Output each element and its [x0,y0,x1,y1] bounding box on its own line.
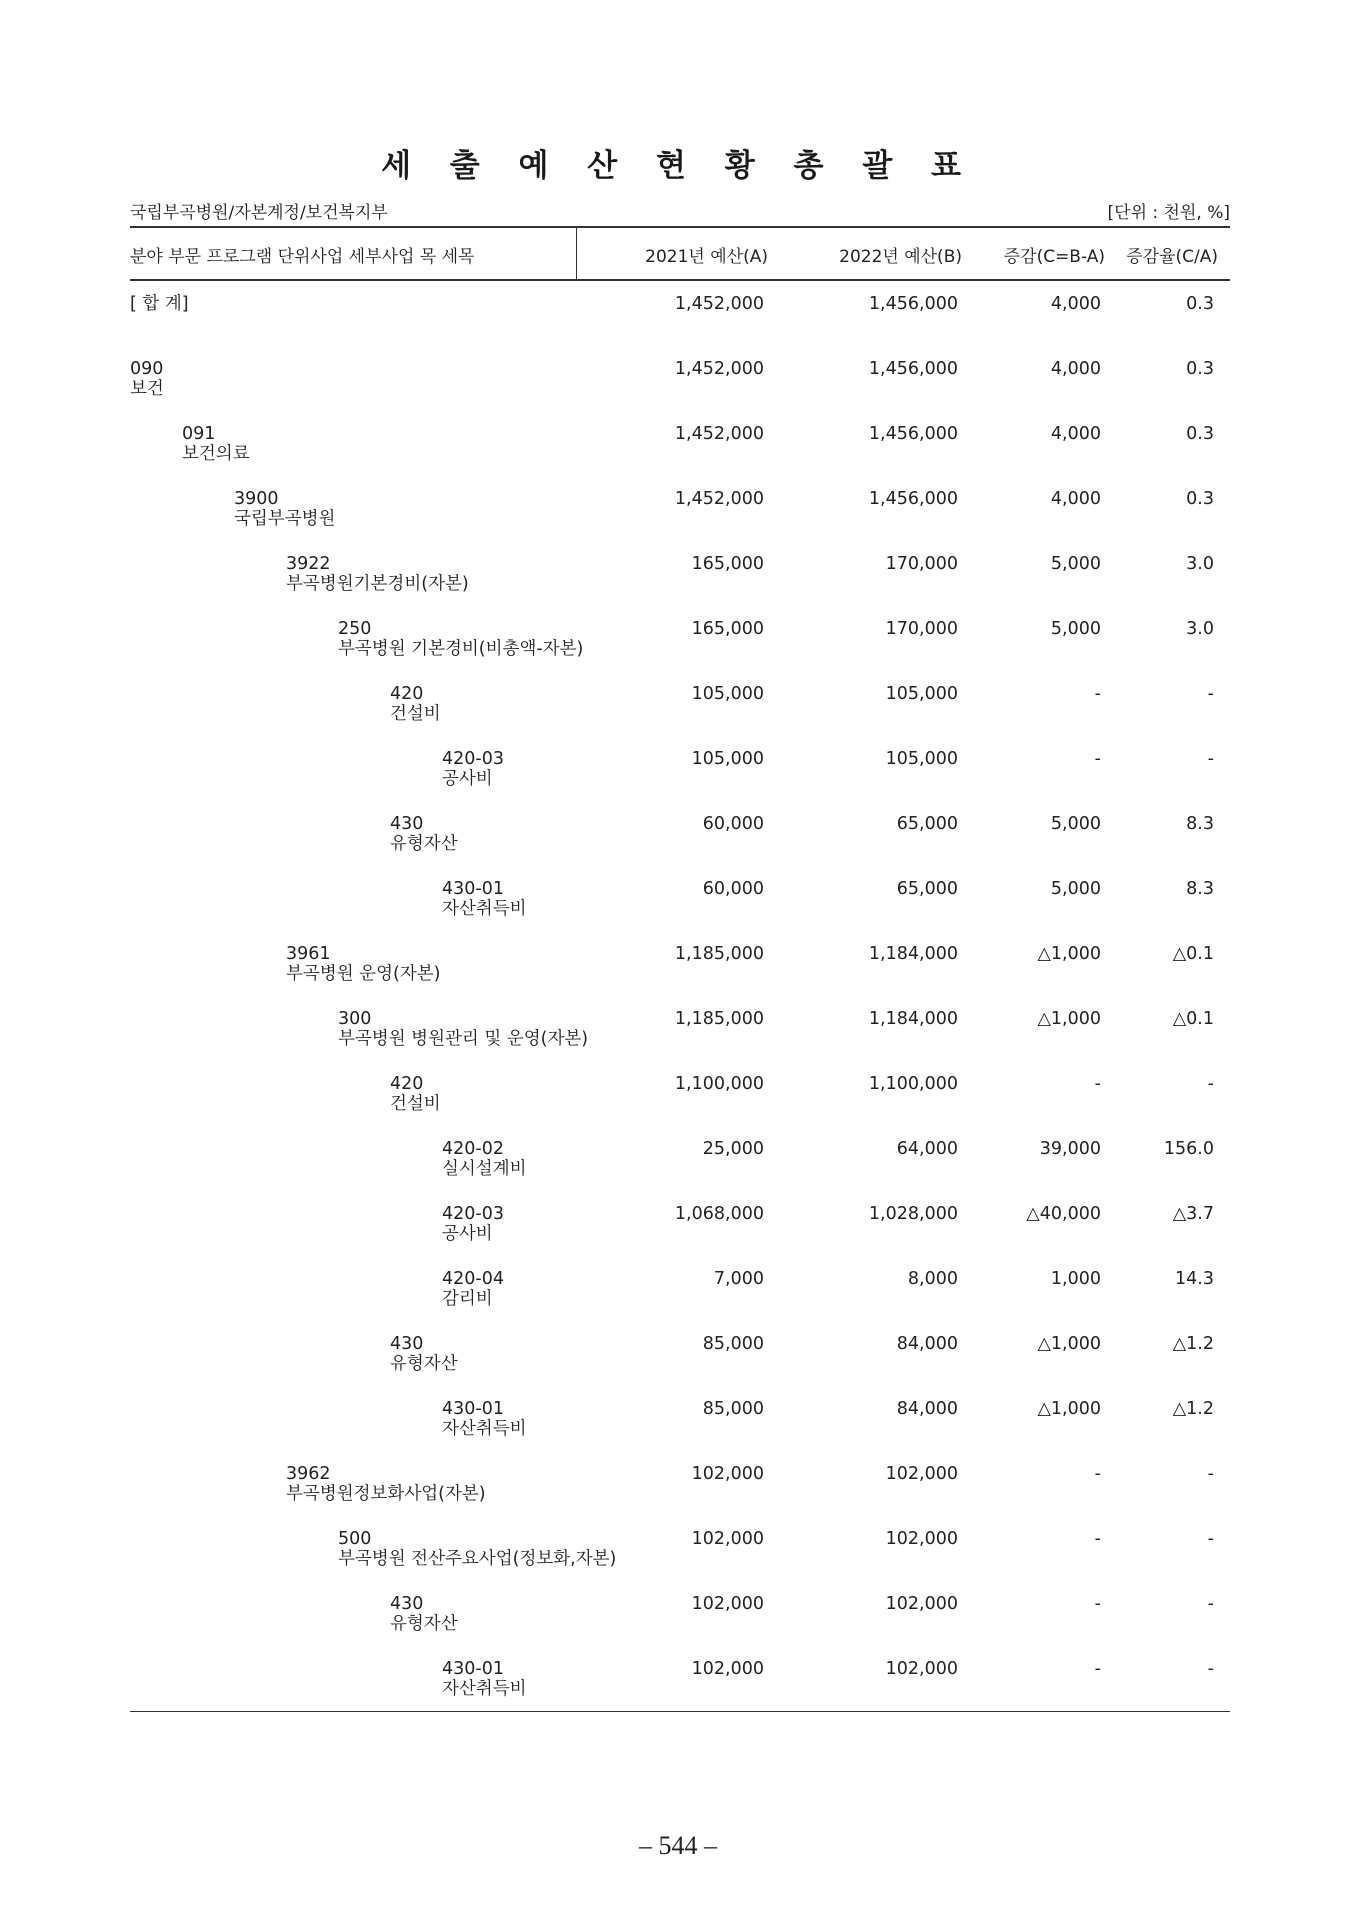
row-rate: 0.3 [1186,359,1214,379]
row-rate: 0.3 [1186,489,1214,509]
row-name: 부곡병원기본경비(자본) [286,574,469,594]
row-name: 보건의료 [182,444,250,464]
header-change: 증감(C=B-A) [1003,247,1105,267]
row-code: 420-03 [442,1204,504,1224]
row-budget-2022: 65,000 [896,879,958,899]
row-budget-2022: 8,000 [907,1269,958,1289]
row-budget-2022: 1,184,000 [868,1009,958,1029]
row-budget-2022: 170,000 [885,619,958,639]
table-row [130,606,1230,671]
row-name: 부곡병원정보화사업(자본) [286,1484,486,1504]
row-rate: - [1207,1074,1214,1094]
row-budget-2021: 105,000 [691,749,764,769]
row-budget-2021: 102,000 [691,1659,764,1679]
row-change: - [1094,1659,1101,1679]
table-row [130,1256,1230,1321]
row-code: 3900 [234,489,279,509]
row-budget-2022: 105,000 [885,749,958,769]
row-budget-2022: 105,000 [885,684,958,704]
row-rate: △3.7 [1172,1204,1214,1224]
row-change: 4,000 [1050,359,1101,379]
row-rate: - [1207,1594,1214,1614]
row-name: 국립부곡병원 [234,509,336,529]
row-rate: △0.1 [1172,944,1214,964]
row-rate: △1.2 [1172,1334,1214,1354]
row-name: 자산취득비 [442,1679,527,1699]
row-change: - [1094,749,1101,769]
row-budget-2021: 1,100,000 [674,1074,764,1094]
row-rate: - [1207,1464,1214,1484]
row-budget-2021: 1,452,000 [674,424,764,444]
row-name: 유형자산 [390,834,458,854]
table-row [130,411,1230,476]
row-budget-2021: 1,185,000 [674,1009,764,1029]
row-rate: 0.3 [1186,294,1214,314]
budget-table [130,226,1230,1712]
row-change: - [1094,1594,1101,1614]
row-code: 420 [390,1074,424,1094]
row-code: 091 [182,424,216,444]
row-budget-2021: 102,000 [691,1464,764,1484]
row-name: 감리비 [442,1289,493,1309]
table-row [130,1516,1230,1581]
row-name: 공사비 [442,1224,493,1244]
row-budget-2022: 1,184,000 [868,944,958,964]
row-code: [ 합 계] [130,294,189,314]
row-code: 250 [338,619,372,639]
row-rate: 8.3 [1186,814,1214,834]
row-rate: △1.2 [1172,1399,1214,1419]
row-name: 실시설계비 [442,1159,527,1179]
row-budget-2022: 1,456,000 [868,359,958,379]
table-row [130,1386,1230,1451]
row-budget-2021: 105,000 [691,684,764,704]
row-budget-2021: 1,452,000 [674,294,764,314]
table-row [130,1321,1230,1386]
table-row [130,1646,1230,1711]
table-header [130,226,1230,281]
header-category: 분야 부문 프로그램 단위사업 세부사업 목 세목 [130,247,475,267]
table-row [130,931,1230,996]
header-rate: 증감율(C/A) [1126,247,1218,267]
header-budget-2021: 2021년 예산(A) [645,247,768,267]
row-budget-2021: 165,000 [691,619,764,639]
row-budget-2022: 1,456,000 [868,294,958,314]
row-budget-2022: 102,000 [885,1659,958,1679]
row-rate: 0.3 [1186,424,1214,444]
row-budget-2021: 85,000 [702,1334,764,1354]
row-rate: 3.0 [1186,554,1214,574]
row-rate: - [1207,1659,1214,1679]
table-row [130,996,1230,1061]
table-row [130,346,1230,411]
row-change: △1,000 [1037,1334,1101,1354]
row-name: 유형자산 [390,1354,458,1374]
row-change: 5,000 [1050,619,1101,639]
table-row [130,281,1230,346]
row-change: - [1094,1529,1101,1549]
row-code: 300 [338,1009,372,1029]
row-code: 430-01 [442,1399,504,1419]
row-rate: - [1207,749,1214,769]
row-change: - [1094,1464,1101,1484]
row-budget-2022: 1,028,000 [868,1204,958,1224]
table-row [130,476,1230,541]
row-change: 5,000 [1050,554,1101,574]
row-name: 부곡병원 기본경비(비총액-자본) [338,639,584,659]
table-row [130,1451,1230,1516]
row-code: 420-04 [442,1269,504,1289]
row-rate: - [1207,684,1214,704]
table-row [130,1191,1230,1256]
row-code: 430 [390,1334,424,1354]
row-rate: 14.3 [1175,1269,1214,1289]
row-change: 5,000 [1050,814,1101,834]
row-rate: 156.0 [1163,1139,1214,1159]
row-budget-2021: 60,000 [702,879,764,899]
unit-label: [단위 : 천원, %] [1107,203,1230,223]
row-name: 자산취득비 [442,1419,527,1439]
row-budget-2021: 165,000 [691,554,764,574]
table-row [130,801,1230,866]
header-divider [576,228,577,279]
page-title: 세 출 예 산 현 황 총 괄 표 [381,148,975,184]
row-budget-2021: 1,068,000 [674,1204,764,1224]
row-change: 4,000 [1050,294,1101,314]
row-budget-2021: 60,000 [702,814,764,834]
table-row [130,736,1230,801]
row-code: 430 [390,1594,424,1614]
row-code: 3962 [286,1464,331,1484]
row-name: 보건 [130,379,164,399]
row-code: 430-01 [442,879,504,899]
organization-label: 국립부곡병원/자본계정/보건복지부 [130,203,388,223]
row-change: △1,000 [1037,944,1101,964]
row-budget-2021: 1,185,000 [674,944,764,964]
row-code: 420-03 [442,749,504,769]
row-change: 5,000 [1050,879,1101,899]
row-budget-2022: 64,000 [896,1139,958,1159]
row-name: 공사비 [442,769,493,789]
row-budget-2022: 84,000 [896,1334,958,1354]
row-name: 부곡병원 병원관리 및 운영(자본) [338,1029,589,1049]
row-rate: 8.3 [1186,879,1214,899]
row-code: 420-02 [442,1139,504,1159]
row-budget-2022: 102,000 [885,1464,958,1484]
row-rate: △0.1 [1172,1009,1214,1029]
row-budget-2022: 1,456,000 [868,489,958,509]
row-name: 부곡병원 전산주요사업(정보화,자본) [338,1549,617,1569]
row-budget-2021: 1,452,000 [674,359,764,379]
row-name: 건설비 [390,704,441,724]
table-row [130,1581,1230,1646]
row-budget-2022: 102,000 [885,1594,958,1614]
header-budget-2022: 2022년 예산(B) [839,247,962,267]
row-code: 500 [338,1529,372,1549]
table-row [130,1061,1230,1126]
page-number: – 544 – [639,1831,717,1860]
row-change: 1,000 [1050,1269,1101,1289]
table-body [130,281,1230,1711]
row-change: 39,000 [1039,1139,1101,1159]
table-row [130,671,1230,736]
row-budget-2021: 1,452,000 [674,489,764,509]
row-budget-2022: 65,000 [896,814,958,834]
row-change: - [1094,1074,1101,1094]
row-code: 3922 [286,554,331,574]
row-budget-2022: 170,000 [885,554,958,574]
table-row [130,541,1230,606]
row-code: 420 [390,684,424,704]
row-name: 건설비 [390,1094,441,1114]
row-budget-2021: 25,000 [702,1139,764,1159]
row-name: 유형자산 [390,1614,458,1634]
row-rate: 3.0 [1186,619,1214,639]
row-change: - [1094,684,1101,704]
row-code: 430-01 [442,1659,504,1679]
row-budget-2022: 1,100,000 [868,1074,958,1094]
row-name: 자산취득비 [442,899,527,919]
row-rate: - [1207,1529,1214,1549]
row-code: 3961 [286,944,331,964]
row-budget-2022: 102,000 [885,1529,958,1549]
row-change: △40,000 [1026,1204,1101,1224]
row-budget-2022: 84,000 [896,1399,958,1419]
row-budget-2021: 102,000 [691,1594,764,1614]
row-change: 4,000 [1050,489,1101,509]
row-name: 부곡병원 운영(자본) [286,964,441,984]
table-row [130,866,1230,931]
row-code: 430 [390,814,424,834]
row-budget-2022: 1,456,000 [868,424,958,444]
row-change: △1,000 [1037,1009,1101,1029]
row-code: 090 [130,359,164,379]
table-row [130,1126,1230,1191]
row-budget-2021: 85,000 [702,1399,764,1419]
row-change: 4,000 [1050,424,1101,444]
table-bottom-border [130,1711,1230,1712]
row-budget-2021: 7,000 [713,1269,764,1289]
row-change: △1,000 [1037,1399,1101,1419]
row-budget-2021: 102,000 [691,1529,764,1549]
